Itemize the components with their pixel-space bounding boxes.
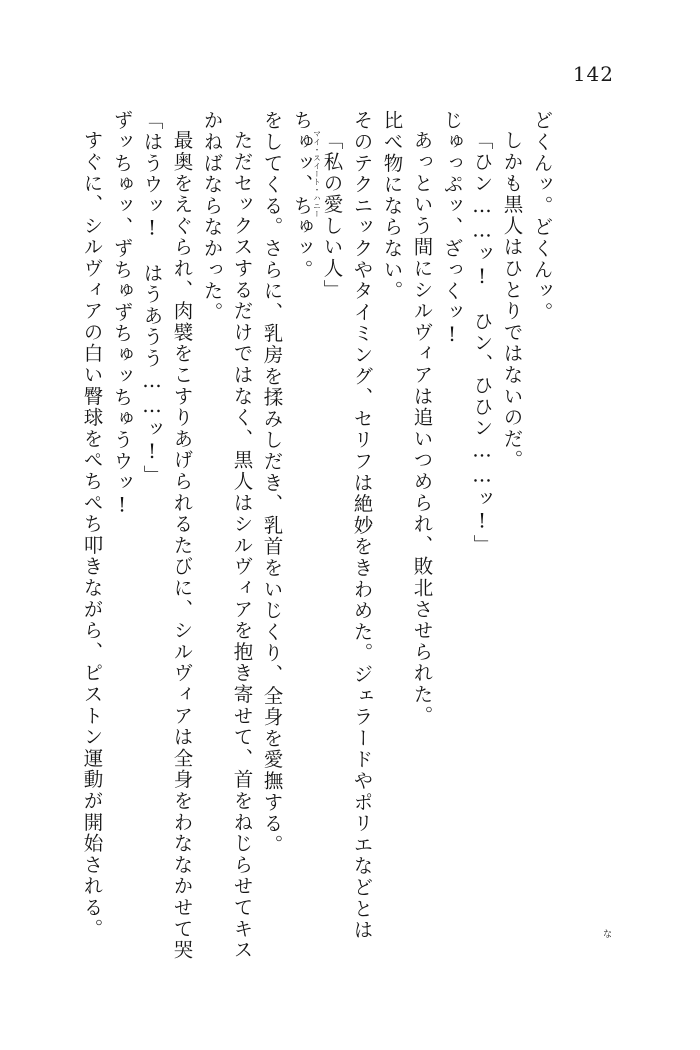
text-column: 比べ物にならない。 — [380, 110, 404, 302]
text-column-with-ruby — [312, 110, 344, 990]
text-column: 「はうウッ! はうあうう……ッ!」 — [140, 110, 164, 487]
ruby-base: 「私の愛しい人」 — [320, 130, 344, 301]
ruby-reading: マイ・スイート・ハニー — [312, 130, 322, 218]
text-column: そのテクニックやタイミング、セリフは絶妙をきわめた。ジェラードやポリエなどとは — [350, 110, 374, 941]
text-column: じゅっぷッ、ざっくッ! — [440, 110, 464, 348]
furigana-naku: な — [602, 930, 612, 940]
text-column: ちゅッ、ちゅッ。 — [290, 110, 314, 281]
text-column: をしてくる。さらに、乳房を揉みしだき、乳首をいじくり、全身を愛撫する。 — [260, 110, 284, 856]
text-column: 「ひン……ッ! ひン、ひひン……ッ!」 — [470, 130, 494, 556]
text-column: すぐに、シルヴィアの白い臀球をぺちぺち叩きながら、ピストン運動が開始される。 — [80, 130, 104, 940]
vertical-text-block — [82, 110, 622, 970]
text-column: ただセックスするだけではなく、黒人はシルヴィアを抱き寄せて、首をねじらせてキス — [230, 130, 254, 961]
text-column: あっという間にシルヴィアは追いつめられ、敗北させられた。 — [410, 130, 434, 727]
text-column: しかも黒人はひとりではないのだ。 — [500, 130, 524, 471]
text-column: 最奥をえぐられ、肉襞をこすりあげられるたびに、シルヴィアは全身をわななかせて哭 — [170, 130, 194, 961]
text-column: かねばならなかった。 — [200, 110, 224, 323]
text-column: ずッちゅッ、ずちゅずちゅッちゅうウッ! — [110, 110, 134, 519]
text-column: どくんッ。どくんッ。 — [530, 110, 554, 323]
page-number: 142 — [572, 62, 614, 86]
